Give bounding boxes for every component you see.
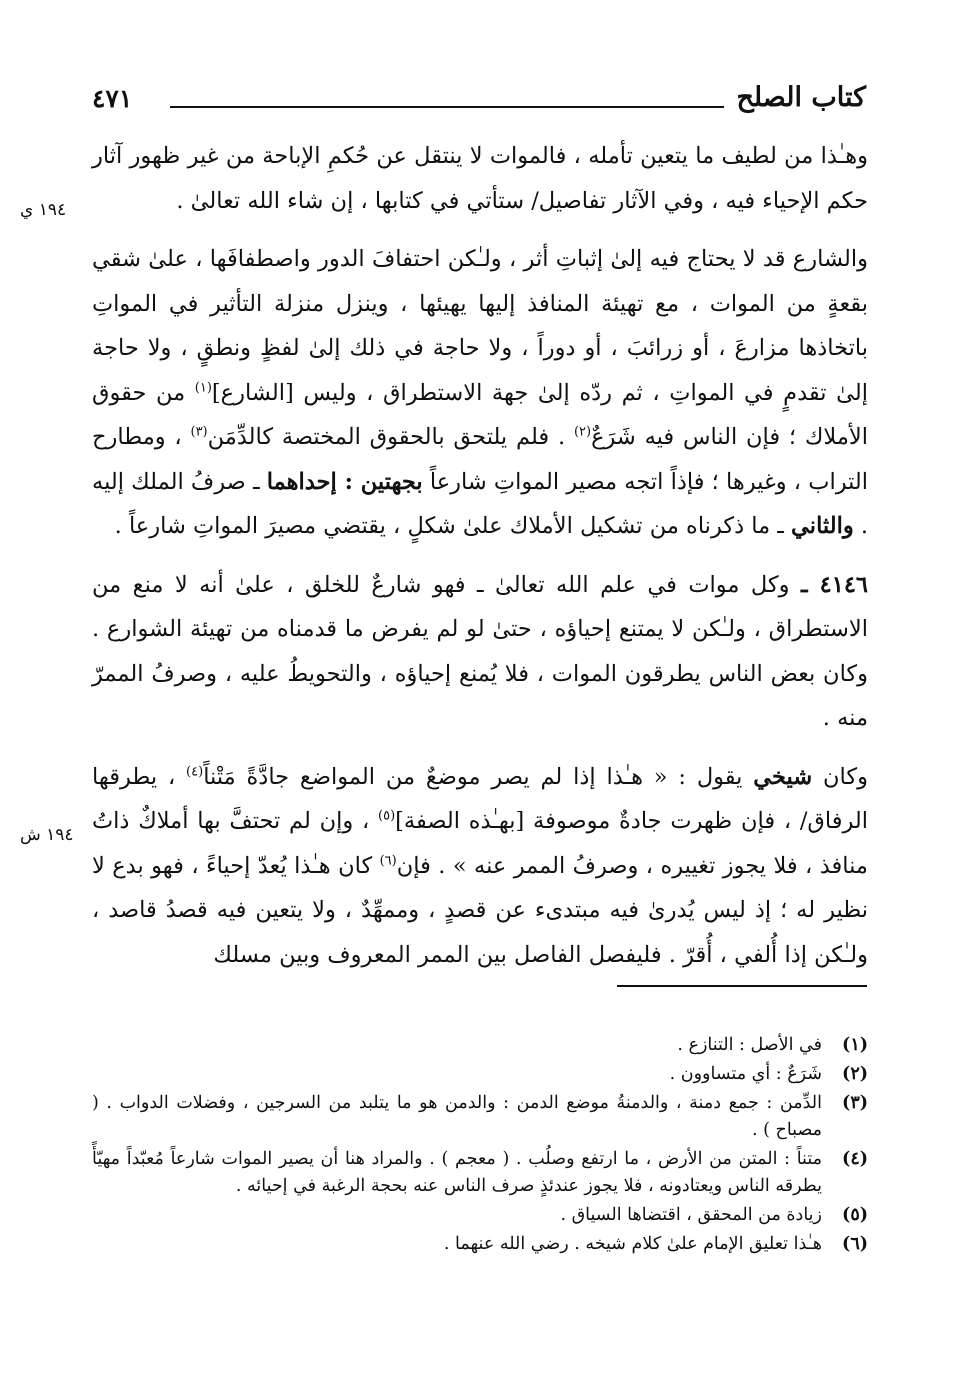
paragraph-2	[92, 237, 868, 549]
paragraph-gap	[92, 223, 868, 237]
running-title: كتاب الصلح	[736, 82, 866, 113]
footnote-ref-4: (٤)	[186, 764, 204, 779]
paragraph-3	[92, 563, 868, 741]
page-header	[92, 76, 866, 122]
footnote-1	[92, 1032, 868, 1059]
footnote-text: زيادة من المحقق ، اقتضاها السياق .	[560, 1205, 822, 1225]
margin-note-folio-sh: ١٩٤ ش	[20, 825, 74, 845]
p2-bold-1: بجهتين : إحداهما	[266, 468, 423, 495]
footnote-ref-5: (٥)	[378, 808, 396, 824]
p4-text-3: ، يطرقها الرفاق/ ، فإن ظهرت جادةٌ موصوفة [بهـٰذه الصفة]	[92, 763, 868, 834]
footnote-number: (٥)	[842, 1205, 868, 1225]
footnote-text: شَرَعٌ : أي متساوون .	[669, 1064, 822, 1084]
paragraph-gap	[92, 741, 868, 755]
main-text	[92, 134, 868, 977]
page-number: ٤٧١	[92, 84, 133, 113]
p2-text-3: . فلم يلتحق بالحقوق المختصة كالدِّمَن	[207, 424, 574, 450]
footnote-ref-6: (٦)	[379, 853, 397, 868]
section-number: ٤١٤٦ ـ	[800, 571, 868, 598]
p3-text: وكل موات في علم الله تعالىٰ ـ فهو شارعٌ للخلق ، علىٰ أنه لا منع من الاستطراق ، ولـٰكن لا يمتنع إحياؤه ، حتىٰ لو لم يفرض ما قدمناه من تهيئة الشوارع . وكان بعض الناس يطرقون الموات ، فلا يُمنع إحياؤه ، والتحويطُ عليه ، وصرفُ الممرّ منه .	[92, 571, 868, 731]
footnote-number: (١)	[842, 1035, 868, 1055]
p4-text-2: يقول : « هـٰذا إذا لم يصر موضعٌ من المواضع جادَّةً مَتْناً	[203, 763, 754, 790]
footnotes	[92, 1032, 868, 1260]
p2-text-1: والشارع قد لا يحتاج فيه إلىٰ إثباتِ أثر ، ولـٰكن احتفافَ الدور واصطفافَها ، علىٰ شقي بقعةٍ من الموات ، مع تهيئة المنافذ إليها يهيئها ، وينزل منزلة التأثير في المواتِ باتخاذها مزارعَ ، أو زرائبَ ، أو دوراً ، ولا حاجة في ذلك إلىٰ لفظٍ ونطقٍ ، ولا حاجة إلىٰ تقدمٍ في المواتِ ، ثم ردّه إلىٰ جهة الاستطراق ، وليس [الشارع]	[92, 246, 868, 406]
footnote-text: متناً : المتن من الأرض ، ما ارتفع وصلُب . ( معجم ) . والمراد هنا أن يصير الموات شارعاً مُعبّداً مهيّأً يطرقه الناس ويعتادونه ، فلا يجوز عندئذٍ صرف الناس عنه بحجة الرغبة في إحيائه .	[92, 1149, 822, 1196]
paragraph-1: وهـٰذا من لطيف ما يتعين تأمله ، فالموات لا ينتقل عن حُكمِ الإباحة من غير ظهور آثار حكم الإحياء فيه ، وفي الآثار تفاصيل/ ستأتي في كتابها ، إن شاء الله تعالىٰ .	[92, 143, 868, 214]
footnote-4	[92, 1146, 868, 1200]
footnote-ref-2: (٢)	[573, 424, 592, 440]
p2-text-5: ـ صرفُ الملك إليه .	[92, 468, 868, 539]
footnote-text: في الأصل : التنازع .	[677, 1035, 822, 1055]
p2-text-2: من حقوق الأملاك ؛ فإن الناس فيه شَرَعٌ	[92, 379, 868, 450]
p2-text-4: ، ومطارح التراب ، وغيرها ؛ فإذاً اتجه مصير المواتِ شارعاً	[92, 424, 869, 495]
footnote-3	[92, 1090, 868, 1144]
footnote-number: (٣)	[842, 1093, 868, 1113]
footnote-number: (٢)	[842, 1064, 868, 1084]
p4-bold-1: شيخي	[753, 763, 813, 790]
p4-text-1: وكان	[812, 763, 868, 790]
footnote-text: الدِّمن : جمع دمنة ، والدمنةُ موضع الدمن : والدمن هو ما يتلبد من السرجين ، وفضلات الدواب . ( مصباح ) .	[92, 1093, 822, 1140]
footnote-number: (٤)	[842, 1149, 868, 1169]
paragraph-gap	[92, 549, 868, 563]
header-rule	[170, 106, 724, 108]
p2-bold-2: والثاني	[791, 513, 854, 539]
footnote-ref-1: (١)	[194, 380, 212, 395]
margin-note-folio-y: ١٩٤ ي	[20, 200, 67, 220]
footnote-ref-3: (٣)	[190, 424, 208, 440]
footnote-5	[92, 1202, 868, 1229]
footnote-number: (٦)	[842, 1234, 868, 1254]
footnote-text: هـٰذا تعليق الإمام علىٰ كلام شيخه . رضي الله عنهما .	[443, 1234, 822, 1254]
paragraph-4	[92, 755, 868, 978]
p2-text-6: ـ ما ذكرناه من تشكيل الأملاك علىٰ شكلٍ ، يقتضي مصيرَ المواتِ شارعاً .	[114, 513, 792, 539]
footnote-separator	[617, 985, 867, 987]
p4-text-4: ، وإن لم تحتفَّ بها أملاكٌ ذاتُ منافذ ، فلا يجوز تغييره ، وصرفُ الممر عنه » . فإن	[92, 808, 868, 879]
footnote-2	[92, 1061, 868, 1088]
p4-text-5: كان هـٰذا يُعدّ إحياءً ، فهو بدع لا نظير له ؛ إذ ليس يُدرىٰ فيه مبتدىء عن قصدٍ ، وممهِّدٌ ، ولا يتعين فيه قصدُ قاصد ، ولـٰكن إذا أُلفي ، أُقرّ . فليفصل الفاصل بين الممر المعروف وبين مسلك	[92, 852, 868, 968]
footnote-6	[92, 1231, 868, 1258]
